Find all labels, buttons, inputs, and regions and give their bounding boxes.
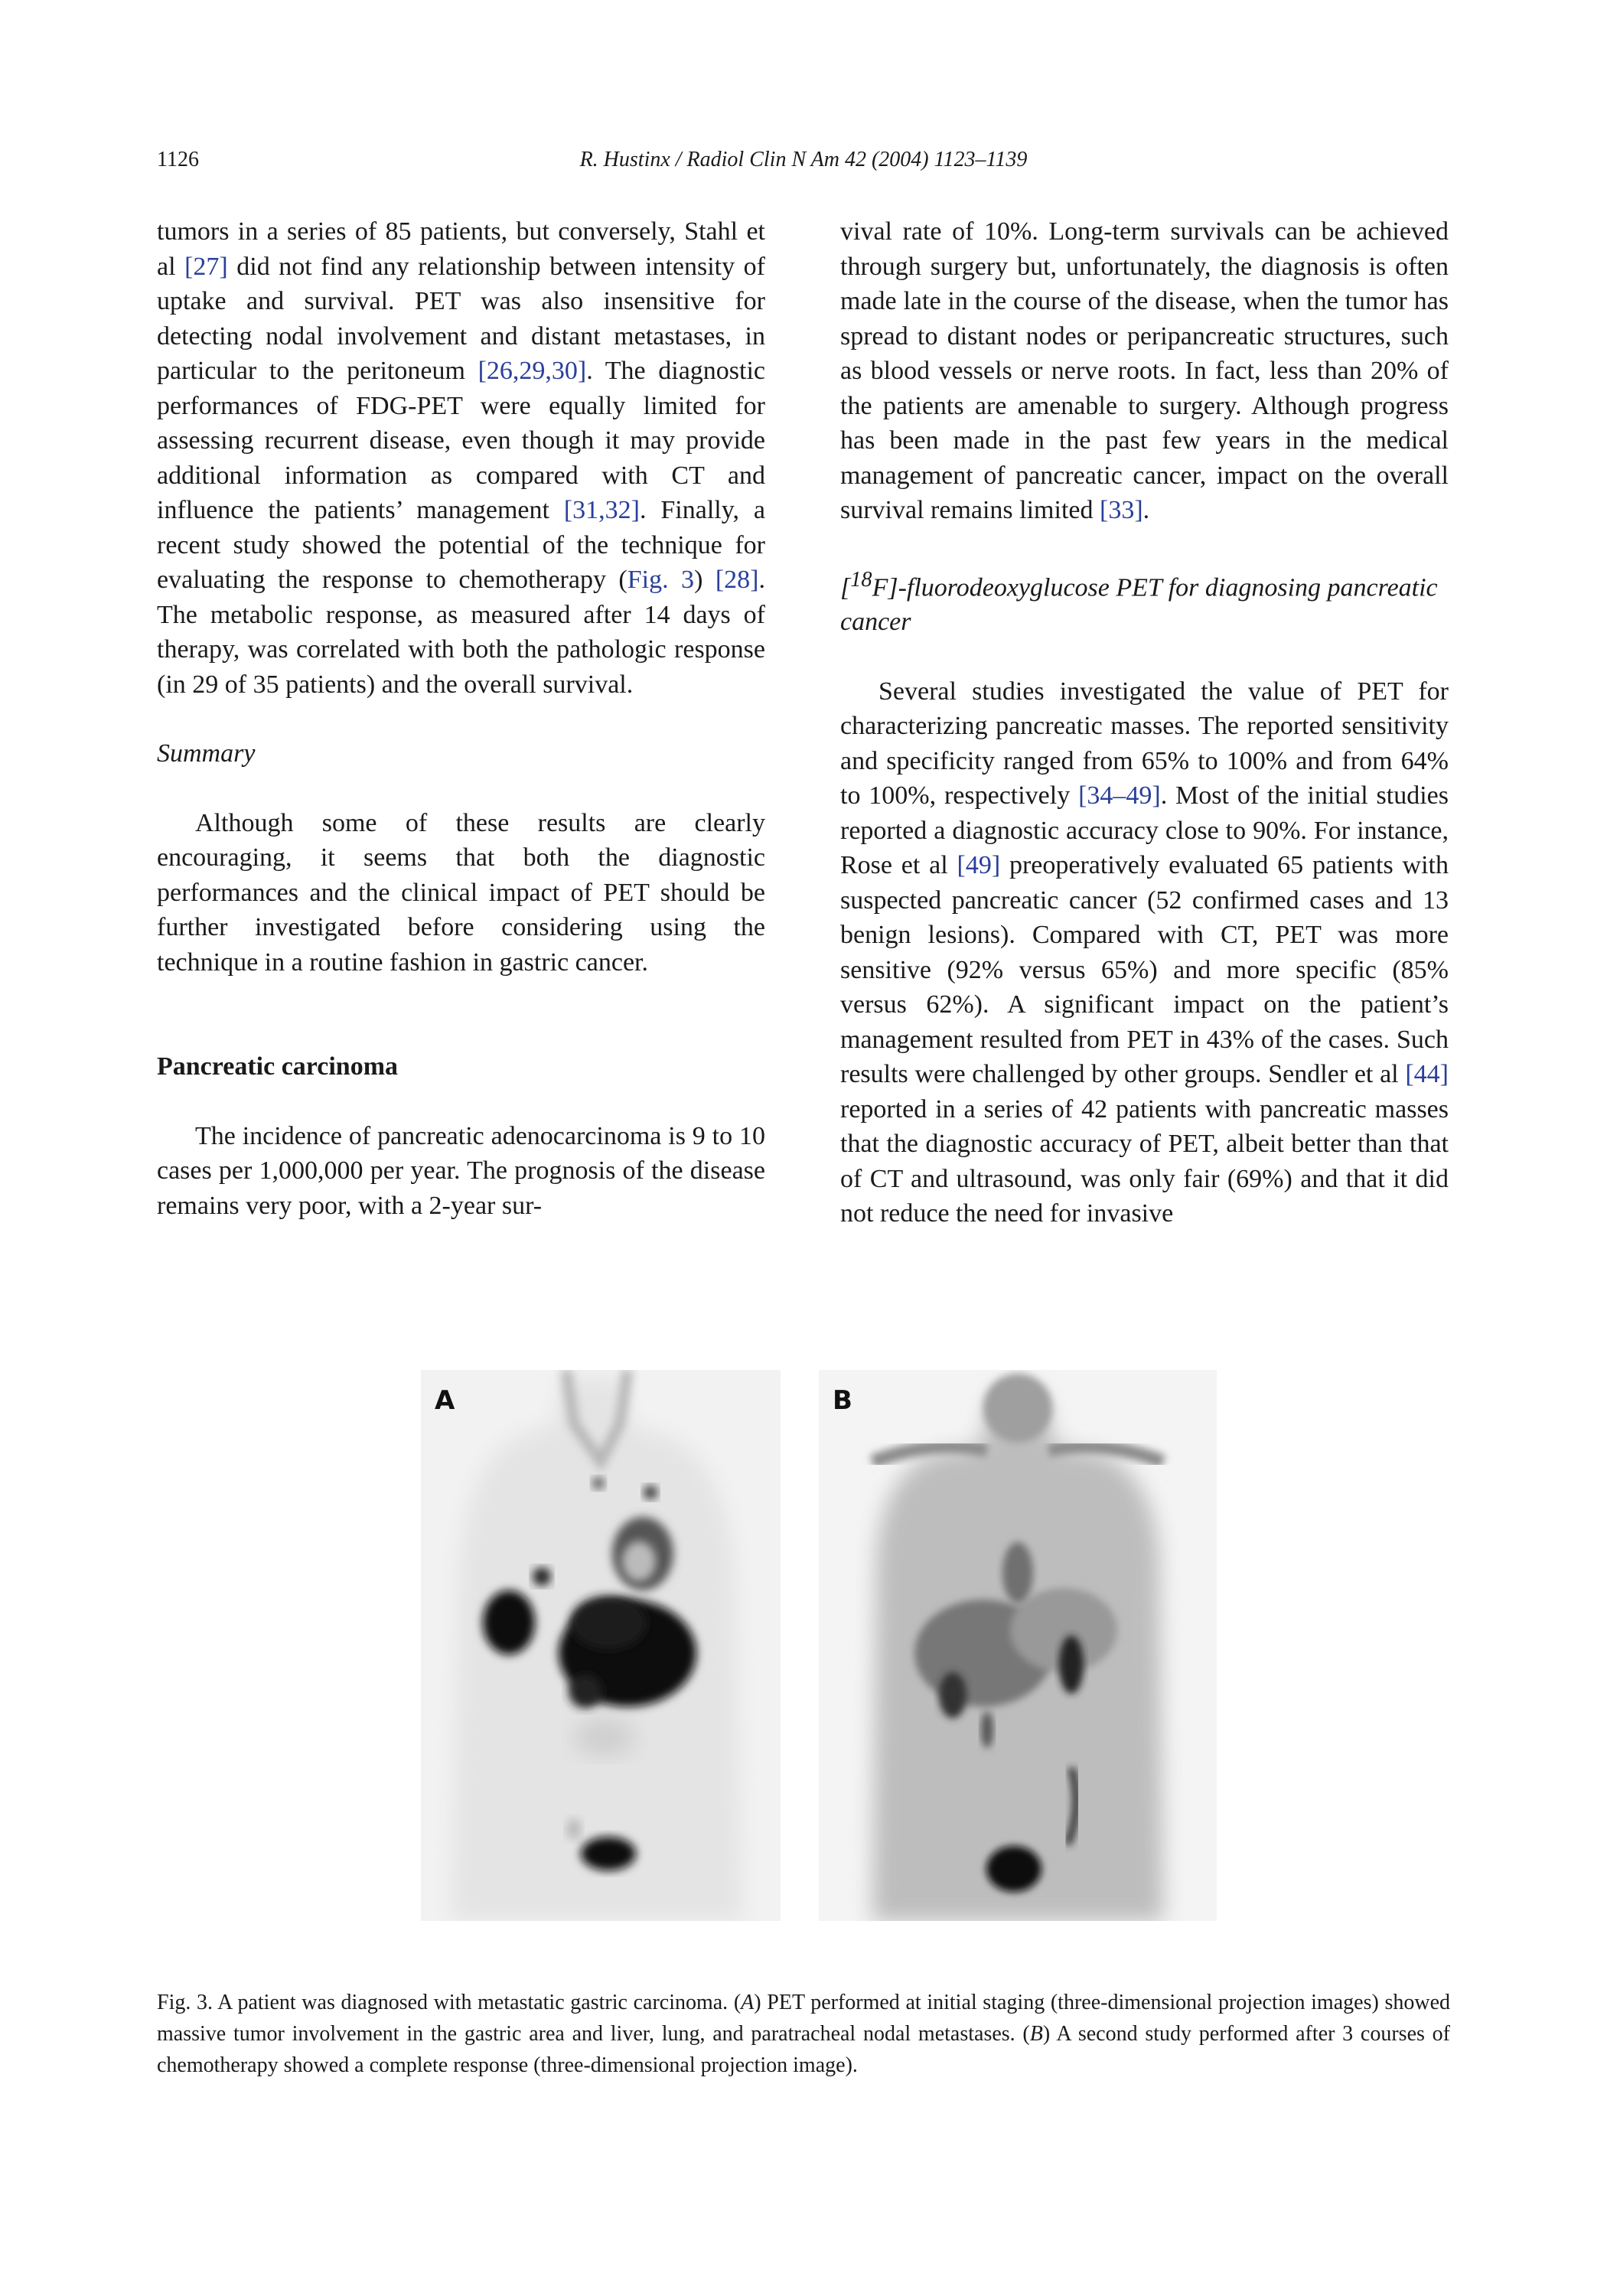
left-column: [157, 214, 765, 1223]
summary-heading: Summary: [157, 739, 256, 768]
text-run: [: [840, 572, 851, 602]
spacer: [157, 980, 765, 1015]
text-run: . Most of the initial studies reported a diagnostic accuracy close to 90%. For instance, Rose et al: [840, 781, 1449, 880]
text-run: . The diagnostic performances of FDG-PET were equally limited for assessing recurrent disease, even though it may provide additional information as compared with CT and influence the patients’ management: [157, 357, 765, 524]
page-header: [157, 148, 1450, 181]
text-run: ): [694, 566, 715, 594]
text-run: ) A second study performed after 3 courses of chemotherapy showed a complete response (three-dimensional projection image).: [157, 2022, 1450, 2077]
pet-image-panel-a: [421, 1370, 781, 1921]
text-run: . Finally, a recent study showed the potential of the technique for evaluating the response to chemotherapy (: [157, 496, 765, 594]
caption-panel-ref: B: [1029, 2022, 1043, 2046]
text-run: reported in a series of 42 patients with pancreatic masses that the diagnostic accuracy of PET, albeit better than that of CT and ultrasound, was only fair (69%) and that it did not reduce the need for invasive: [840, 1094, 1449, 1228]
section-heading: Pancreatic carcinoma: [157, 1052, 399, 1081]
text-run: did not find any relationship between intensity of uptake and survival. PET was also insensitive for detecting nodal involvement and distant metastases, in particular to the peritoneum: [157, 252, 765, 385]
text-run: ) PET performed at initial staging (three-dimensional projection images) showed massive tumor involvement in the gastric area and liver, lung, and paratracheal nodal metastases. (: [157, 1991, 1450, 2046]
body-paragraph: [840, 674, 1449, 1231]
reference-link[interactable]: [49]: [957, 851, 1001, 880]
superscript: 18: [850, 567, 872, 592]
body-paragraph: The incidence of pancreatic adenocarcinoma is 9 to 10 cases per 1,000,000 per year. The prognosis of the disease remains very poor, with a 2-year sur-: [157, 1121, 765, 1220]
text-run: tumors in a series of 85 patients, but conversely, Stahl et al: [157, 217, 765, 281]
body-paragraph: Although some of these results are clearly encouraging, it seems that both the diagnostic performances and the clinical impact of PET should be further investigated before considering using the technique in a routine fashion in gastric cancer.: [157, 808, 765, 977]
reference-link[interactable]: [27]: [184, 252, 228, 281]
reference-link[interactable]: [28]: [715, 566, 759, 594]
figure-caption: [157, 1987, 1450, 2081]
text-run: Fig. 3. A patient was diagnosed with metastatic gastric carcinoma. (: [157, 1991, 742, 2014]
page-number: 1126: [157, 148, 199, 171]
figure-link[interactable]: Fig. 3: [627, 566, 695, 594]
running-head: R. Hustinx / Radiol Clin N Am 42 (2004) 1123–1139: [579, 148, 1028, 171]
text-run: . The metabolic response, as measured after 14 days of therapy, was correlated with both the pathologic response (in 29 of 35 patients) and the overall survival.: [157, 566, 765, 699]
reference-link[interactable]: [26,29,30]: [478, 357, 587, 385]
reference-link[interactable]: [34–49]: [1078, 781, 1161, 810]
body-paragraph: [840, 214, 1449, 528]
reference-link[interactable]: [33]: [1100, 496, 1143, 524]
caption-panel-ref: A: [741, 1991, 755, 2014]
figure-3: [406, 1370, 1201, 1921]
text-run: Several studies investigated the value of PET for characterizing pancreatic masses. The reported sensitivity and specificity ranged from 65% to 100% and from 64% to 100%, respectively: [840, 677, 1449, 810]
pet-image-panel-b: [819, 1370, 1217, 1921]
body-paragraph: [157, 214, 765, 702]
panel-label-b: B: [833, 1385, 852, 1416]
text-run: preoperatively evaluated 65 patients with suspected pancreatic cancer (52 confirmed cases and 13 benign lesions). Compared with CT, PET was more sensitive (92% versus 65%) and more specific (85% versus 62%). A significant impact on the patient’s management resulted from PET in 43% of the cases. Such results were challenged by other groups. Sendler et al: [840, 851, 1449, 1089]
panel-label-a: A: [435, 1385, 455, 1416]
reference-link[interactable]: [44]: [1405, 1060, 1449, 1089]
subsection-heading: [840, 563, 1449, 640]
text-run: .: [1143, 496, 1150, 524]
pet-scan-b-image: [819, 1370, 1217, 1921]
text-run: F]-fluorodeoxyglucose PET for diagnosing pancreatic cancer: [840, 572, 1438, 637]
text-run: vival rate of 10%. Long-term survivals can be achieved through surgery but, unfortunately, the diagnosis is often made late in the course of the disease, when the tumor has spread to distant nodes or peripancreatic structures, such as blood vessels or nerve roots. In fact, less than 20% of the patients are amenable to surgery. Although progress has been made in the past few years in the medical management of pancreatic cancer, impact on the overall survival remains limited: [840, 217, 1449, 524]
pet-scan-a-image: [421, 1370, 781, 1921]
reference-link[interactable]: [31,32]: [563, 496, 640, 524]
right-column: [840, 214, 1449, 1231]
